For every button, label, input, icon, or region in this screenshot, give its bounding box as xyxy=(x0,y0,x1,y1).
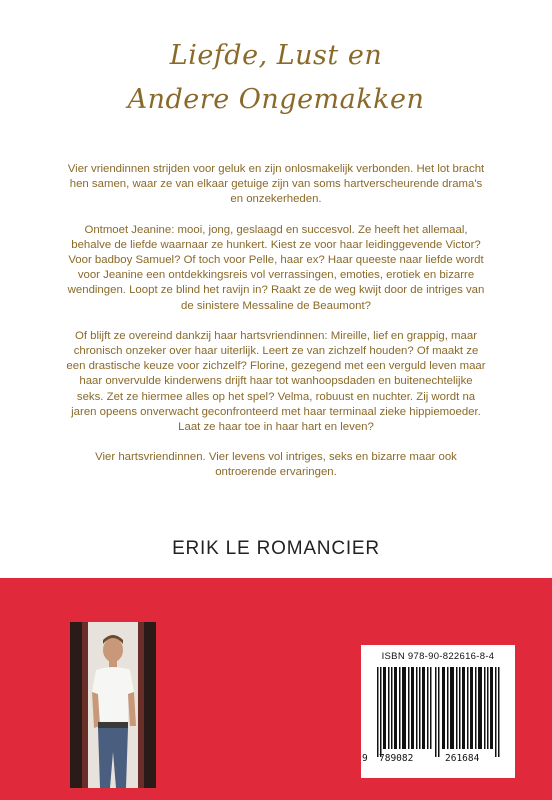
author-photo xyxy=(70,622,156,788)
barcode-digits-left: 789082 xyxy=(379,753,414,764)
blurb-paragraph-3: Of blijft ze overeind dankzij haar hartsvriendinnen: Mireille, lief en grappig, maar chronisch onzeker over haar uiterlijk. Leert ze van zichzelf houden? Of maakt ze een drastische keuze voor zichzelf? Florine, gezegend met een verguld leven maar haar onvervulde kinderwens drijft haar tot wanhoopsdaden en buitenechtelijke seks. Zet ze hiermee alles op het spel? Velma, robuust en nuchter. Zij wordt na jaren opeens onverwacht geconfronteerd met haar terminaal zieke hippiemoeder. Laat ze haar toe in haar hart en leven? xyxy=(66,329,486,434)
blurb xyxy=(66,162,486,496)
barcode-digits-right: 261684 xyxy=(445,753,480,764)
barcode-digit-first: 9 xyxy=(362,753,368,764)
blurb-paragraph-4: Vier hartsvriendinnen. Vier levens vol intriges, seks en bizarre maar ook ontroerende ervaringen. xyxy=(95,451,457,479)
barcode-bars xyxy=(369,667,507,757)
book-title-line-2: Andere Ongemakken xyxy=(127,84,425,115)
isbn-barcode xyxy=(361,645,515,778)
blurb-paragraph-1: Vier vriendinnen strijden voor geluk en zijn onlosmakelijk verbonden. Het lot bracht hen samen, waar ze van elkaar getuige zijn van soms hartverscheurende drama's en onzekerheden. xyxy=(67,163,485,206)
author-name: ERIK LE ROMANCIER xyxy=(172,538,380,559)
blurb-paragraph-2: Ontmoet Jeanine: mooi, jong, geslaagd en succesvol. Ze heeft het allemaal, behalve de liefde waarnaar ze hunkert. Kiest ze voor haar leidinggevende Victor? Voor badboy Samuel? Of toch voor Pelle, haar ex? Haar queeste naar liefde wordt voor Jeanine een ontdekkingsreis vol verrassingen, emoties, erotiek en bizarre wendingen. Loopt ze blind het ravijn in? Raakt ze de weg kwijt door de intriges van de sinistere Messaline de Beaumont? xyxy=(67,223,485,312)
isbn-label: ISBN 978-90-822616-8-4 xyxy=(381,651,495,662)
book-title-line-1: Liefde, Lust en xyxy=(169,40,383,71)
author-photo-figure xyxy=(70,622,156,788)
